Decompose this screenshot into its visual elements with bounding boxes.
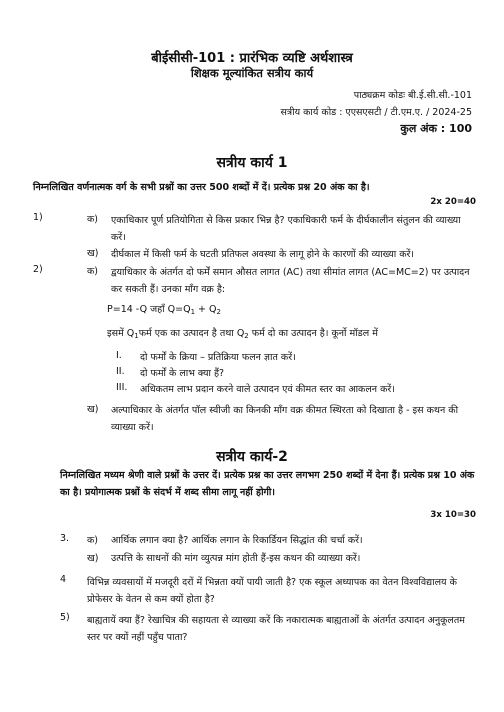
q1a-text: एकाधिकार पूर्ण प्रतियोगिता से किस प्रकार भिन्न है? एकाधिकारी फर्म के दीर्घकालीन संतुलन की व्याख्या करें। [111,215,461,243]
q2-item-2-label: II. [116,366,125,377]
course-code: पाठ्यक्रम कोडः बी.ई.सी.सी.-101 [353,90,472,101]
q2a-label: क) [87,266,99,277]
equation-main: P=14 -Q जहाँ Q=Q [107,304,191,315]
firms-sub1: 1 [134,332,139,340]
section2-marks: 3x 10=30 [430,510,476,520]
q3b-label: ख) [87,553,99,564]
document-title: बीईसीसी-101 : प्रारंभिक व्यष्टि अर्थशास्त्र [151,51,353,66]
equation-sub1: 1 [190,308,196,316]
q5-text: बाह्यतायें क्या हैं? रेखाचित्र की सहायता से व्याख्या करें कि नकारात्मक बाह्यताओं के अंतर्गत उत्पादन अनुकूलतम स्तर पर क्यों नहीं पहुँच पाता? [87,615,465,643]
q1a-label: क) [87,214,99,225]
q2-item-2-text: दो फर्मों के लाभ क्या हैं? [140,368,225,379]
section1-heading: सत्रीय कार्य 1 [216,155,288,171]
firms-line-a: इसमें Q [107,328,135,339]
q2b-label: ख) [87,404,99,415]
q5-number: 5) [60,612,70,623]
q3a-label: क) [87,535,99,546]
q2b-text: अल्पाधिकार के अंतर्गत पॉल स्वीजी का किनकी माँग वक्र कीमत स्थिरता को दिखाता है - इस कथन की व्याख्या करें। [111,405,459,433]
section2-heading: सत्रीय कार्य-2 [216,449,288,465]
q2-item-3-text: अधिकतम लाभ प्रदान करने वाले उत्पादन एवं कीमत स्तर का आकलन करें। [140,384,395,395]
q1b-text: दीर्घकाल में किसी फर्म के घटती प्रतिफल अवस्था के लागू होने के कारणों की व्याख्या करें। [111,249,415,260]
q3b-text: उत्पत्ति के साधनों की मांग व्युत्पन्न मांग होती हैं-इस कथन की व्याख्या करें। [111,553,361,564]
assignment-code: सत्रीय कार्य कोड : एएसएसटी / टी.एम.ए. / 2024-25 [280,107,472,118]
firms-sub2: 2 [244,332,249,340]
demand-equation [107,302,221,316]
q4-number: 4 [60,574,67,585]
q2-item-1-label: I. [116,350,122,361]
q4-text: विभिन्न व्यवसायों में मजदूरी दरों में भिन्नता क्यों पायी जाती है? एक स्कूल अध्यापक का वेतन विश्वविद्यालय के प्रोफेसर के वेतन से कम क्यों होता है? [87,577,457,605]
q1-number: 1) [33,212,43,223]
q2-item-1-text: दो फर्मों के क्रिया – प्रतिक्रिया फलन ज्ञात करें। [140,352,296,363]
q2a-text: द्वयाधिकार के अंतर्गत दो फर्में समान औसत लागत (AC) तथा सीमांत लागत (AC=MC=2) पर उत्पादन कर सकती हैं। उनका माँग वक्र है: [111,267,470,295]
q2-number: 2) [33,264,43,275]
firms-line-b: फर्म एक का उत्पादन है तथा Q [138,328,245,339]
section2-instruction: निम्नलिखित मध्यम श्रेणी वाले प्रश्नों के उत्तर दें। प्रत्येक प्रश्न का उत्तर लगभग 250 शब्दों में देना हैं। प्रत्येक प्रश्न 10 अंक का है। प्रयोगात्मक प्रश्नों के संदर्भ में शब्द सीमा लागू नहीं होगी। [60,470,475,498]
total-marks: कुल अंक : 100 [400,122,472,135]
firms-line [107,326,378,340]
q2-item-3-label: III. [116,382,128,393]
q3-number: 3. [60,533,70,544]
document-subtitle: शिक्षक मूल्यांकित सत्रीय कार्य [190,66,314,80]
equation-plus: + Q [195,304,217,315]
section1-marks: 2x 20=40 [430,197,476,207]
firms-line-c: फर्म दो का उत्पादन है। कूर्नो मॉडल में [248,328,378,339]
section1-instruction: निम्नलिखित वर्णनात्मक वर्ग के सभी प्रश्नों का उत्तर 500 शब्दों में दें। प्रत्येक प्रश्न 20 अंक का है। [33,182,370,193]
q3a-text: आर्थिक लगान क्या है? आर्थिक लगान के रिकार्डियन सिद्धांत की चर्चा करें। [111,535,363,546]
equation-sub2: 2 [216,308,221,316]
q1b-label: ख) [87,248,99,259]
